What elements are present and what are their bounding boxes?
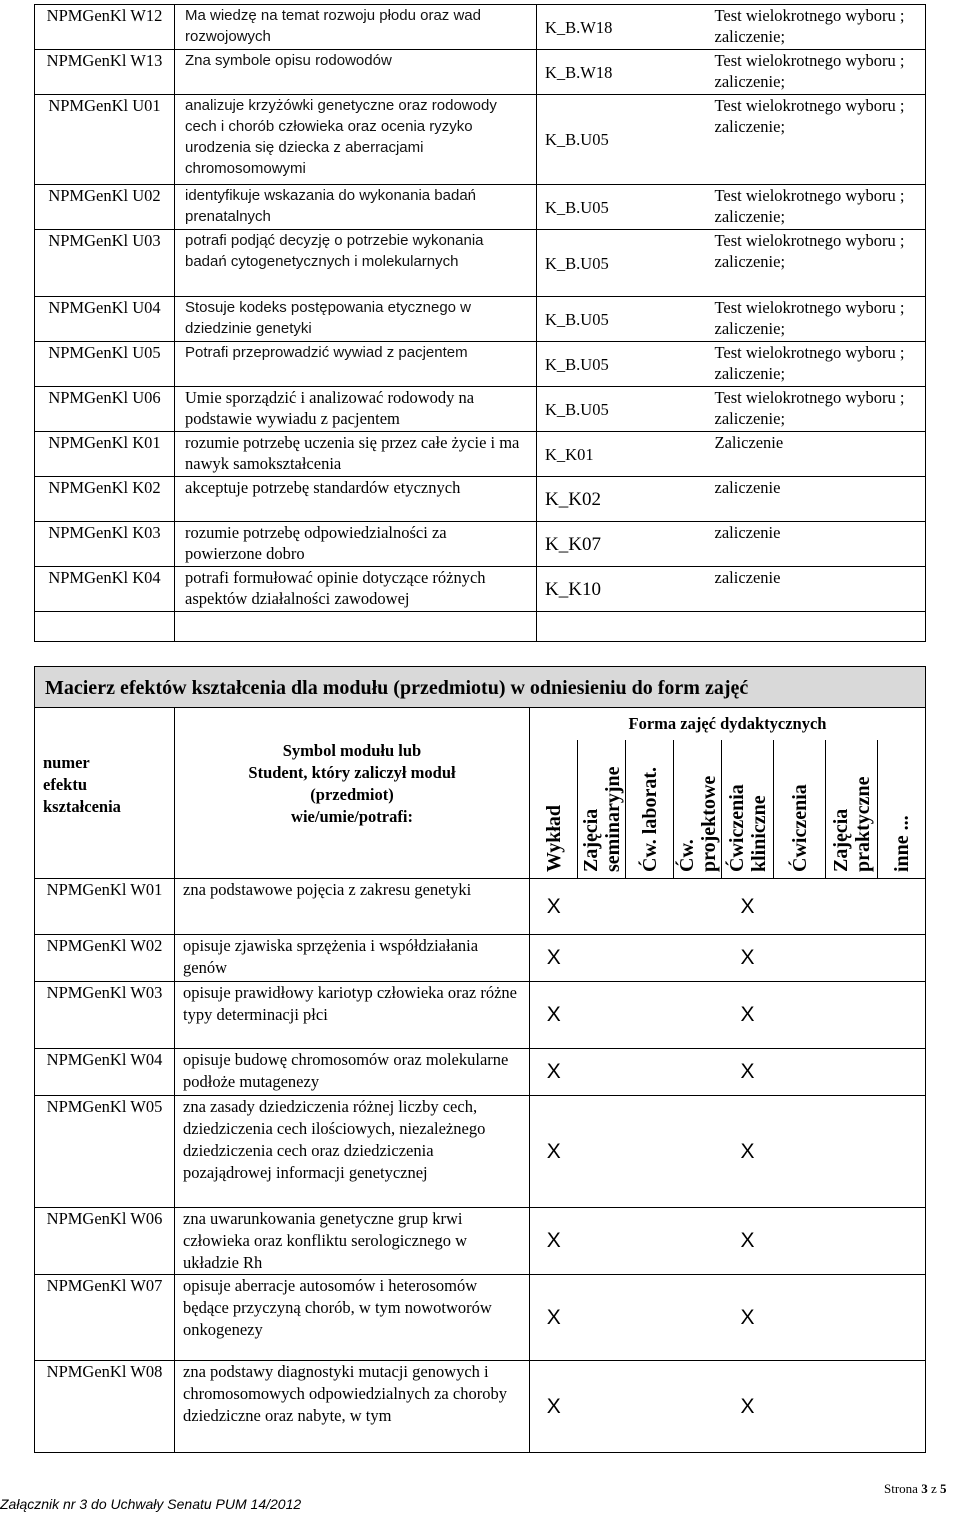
form-mark bbox=[878, 879, 926, 935]
form-mark bbox=[578, 879, 626, 935]
form-mark bbox=[774, 982, 826, 1049]
effect-code: NPMGenKl W13 bbox=[35, 50, 175, 95]
form-column-label bbox=[830, 776, 874, 872]
form-column-header bbox=[674, 740, 722, 879]
verification-method: zaliczenie bbox=[705, 522, 926, 567]
header-line: kształcenia bbox=[43, 797, 121, 816]
form-mark bbox=[826, 982, 878, 1049]
header-line: Student, który zaliczył moduł bbox=[248, 763, 456, 782]
form-mark: X bbox=[722, 1208, 774, 1275]
form-mark bbox=[626, 1096, 674, 1208]
empty-cell bbox=[35, 612, 175, 642]
form-mark bbox=[626, 1208, 674, 1275]
form-mark: X bbox=[722, 879, 774, 935]
matrix-row bbox=[35, 935, 926, 982]
form-column-label bbox=[726, 784, 770, 872]
effect-symbol: K_K07 bbox=[537, 522, 705, 567]
effect-description: rozumie potrzebę uczenia się przez całe życie i ma nawyk samokształcenia bbox=[175, 432, 537, 477]
form-mark bbox=[674, 1049, 722, 1096]
effect-code: NPMGenKl K01 bbox=[35, 432, 175, 477]
effect-symbol: K_B.W18 bbox=[537, 50, 705, 95]
empty-cell bbox=[537, 612, 705, 642]
effect-description: zna podstawy diagnostyki mutacji genowych i chromosomowych odpowiedzialnych za choroby dziedziczne oraz nabyte, w tym bbox=[175, 1361, 530, 1453]
header-module-symbol bbox=[175, 708, 530, 879]
form-mark: X bbox=[722, 935, 774, 982]
verification-method: Test wielokrotnego wyboru ; zaliczenie; bbox=[705, 230, 926, 297]
form-mark bbox=[826, 1049, 878, 1096]
form-column-line: Ćwiczenia bbox=[788, 784, 811, 872]
effect-row bbox=[35, 95, 926, 185]
effect-code: NPMGenKl K02 bbox=[35, 477, 175, 522]
form-column-line: Wykład bbox=[542, 804, 565, 872]
effects-table bbox=[34, 4, 926, 642]
form-mark bbox=[578, 1096, 626, 1208]
effect-description: rozumie potrzebę odpowiedzialności za powierzone dobro bbox=[175, 522, 537, 567]
matrix-row bbox=[35, 1049, 926, 1096]
verification-method: Test wielokrotnego wyboru ; zaliczenie; bbox=[705, 95, 926, 185]
form-mark: X bbox=[530, 879, 578, 935]
form-mark bbox=[878, 1096, 926, 1208]
form-mark bbox=[626, 1361, 674, 1453]
form-mark: X bbox=[530, 1275, 578, 1361]
form-mark bbox=[674, 982, 722, 1049]
verification-method: Test wielokrotnego wyboru ; zaliczenie; bbox=[705, 5, 926, 50]
form-mark bbox=[626, 1275, 674, 1361]
form-mark bbox=[578, 982, 626, 1049]
form-mark bbox=[878, 1208, 926, 1275]
effect-description: potrafi podjąć decyzję o potrzebie wykonania badań cytogenetycznych i molekularnych bbox=[175, 230, 537, 297]
matrix-row bbox=[35, 1208, 926, 1275]
form-mark bbox=[878, 1275, 926, 1361]
effect-code: NPMGenKl W03 bbox=[35, 982, 175, 1049]
form-column-header bbox=[774, 740, 826, 879]
form-column-label bbox=[676, 776, 720, 872]
form-mark: X bbox=[530, 1208, 578, 1275]
page-sep: z bbox=[930, 1481, 937, 1496]
form-mark: X bbox=[722, 1361, 774, 1453]
form-mark bbox=[878, 1049, 926, 1096]
form-column-label bbox=[543, 805, 565, 872]
form-column-label bbox=[789, 784, 811, 872]
effect-code: NPMGenKl W05 bbox=[35, 1096, 175, 1208]
form-mark bbox=[826, 1275, 878, 1361]
effect-code: NPMGenKl W08 bbox=[35, 1361, 175, 1453]
effect-symbol: K_B.U05 bbox=[537, 297, 705, 342]
effect-code: NPMGenKl U02 bbox=[35, 185, 175, 230]
effect-description: opisuje aberracje autosomów i heterosomów będące przyczyną chorób, w tym nowotworów onkogenezy bbox=[175, 1275, 530, 1361]
effect-symbol: K_K10 bbox=[537, 567, 705, 612]
header-line: efektu bbox=[43, 775, 87, 794]
form-column-line: Ćw. laborat. bbox=[638, 767, 661, 872]
effect-symbol: K_B.U05 bbox=[537, 230, 705, 297]
verification-method: Test wielokrotnego wyboru ; zaliczenie; bbox=[705, 297, 926, 342]
matrix-row bbox=[35, 982, 926, 1049]
form-column-header bbox=[626, 740, 674, 879]
form-mark bbox=[578, 1361, 626, 1453]
empty-cell bbox=[705, 612, 926, 642]
empty-cell bbox=[175, 612, 537, 642]
effect-row bbox=[35, 5, 926, 50]
effect-symbol: K_B.U05 bbox=[537, 387, 705, 432]
effect-symbol: K_K01 bbox=[537, 432, 705, 477]
header-line: wie/umie/potrafi: bbox=[291, 807, 413, 826]
effect-description: Umie sporządzić i analizować rodowody na podstawie wywiadu z pacjentem bbox=[175, 387, 537, 432]
effect-symbol: K_B.W18 bbox=[537, 5, 705, 50]
effect-description: Zna symbole opisu rodowodów bbox=[175, 50, 537, 95]
footer-note: Załącznik nr 3 do Uchwały Senatu PUM 14/2012 bbox=[0, 1496, 302, 1512]
form-mark: X bbox=[530, 1361, 578, 1453]
effect-code: NPMGenKl W12 bbox=[35, 5, 175, 50]
effect-description: identyfikuje wskazania do wykonania badań prenatalnych bbox=[175, 185, 537, 230]
form-mark bbox=[826, 1361, 878, 1453]
page-prefix: Strona bbox=[884, 1481, 918, 1496]
form-mark bbox=[826, 1208, 878, 1275]
effect-row bbox=[35, 50, 926, 95]
form-column-header bbox=[530, 740, 578, 879]
verification-method: Zaliczenie bbox=[705, 432, 926, 477]
matrix-row bbox=[35, 879, 926, 935]
form-mark bbox=[774, 1049, 826, 1096]
effect-description: Stosuje kodeks postępowania etycznego w dziedzinie genetyki bbox=[175, 297, 537, 342]
effect-description: potrafi formułować opinie dotyczące różnych aspektów działalności zawodowej bbox=[175, 567, 537, 612]
form-mark bbox=[626, 935, 674, 982]
form-column-line: Ćw. bbox=[675, 839, 698, 872]
form-mark bbox=[626, 1049, 674, 1096]
form-mark bbox=[674, 1208, 722, 1275]
form-column-line: projektowe bbox=[697, 775, 720, 872]
form-mark bbox=[878, 1361, 926, 1453]
effect-code: NPMGenKl W06 bbox=[35, 1208, 175, 1275]
effect-code: NPMGenKl K03 bbox=[35, 522, 175, 567]
form-mark: X bbox=[530, 935, 578, 982]
form-mark bbox=[774, 935, 826, 982]
form-mark bbox=[578, 1049, 626, 1096]
effect-code: NPMGenKl U01 bbox=[35, 95, 175, 185]
effect-description: opisuje prawidłowy kariotyp człowieka oraz różne typy determinacji płci bbox=[175, 982, 530, 1049]
effect-code: NPMGenKl U06 bbox=[35, 387, 175, 432]
form-mark: X bbox=[530, 1096, 578, 1208]
effect-code: NPMGenKl W04 bbox=[35, 1049, 175, 1096]
empty-row bbox=[35, 612, 926, 642]
effect-row bbox=[35, 387, 926, 432]
form-mark bbox=[674, 1275, 722, 1361]
effect-row bbox=[35, 477, 926, 522]
form-column-label bbox=[639, 767, 661, 872]
form-mark bbox=[626, 982, 674, 1049]
effect-row bbox=[35, 522, 926, 567]
page-number bbox=[884, 1481, 946, 1497]
effect-code: NPMGenKl W07 bbox=[35, 1275, 175, 1361]
form-mark bbox=[774, 879, 826, 935]
verification-method: zaliczenie bbox=[705, 477, 926, 522]
matrix-row bbox=[35, 1096, 926, 1208]
effect-code: NPMGenKl U05 bbox=[35, 342, 175, 387]
form-mark bbox=[674, 1096, 722, 1208]
form-column-line: Zajęcia bbox=[829, 808, 852, 872]
form-mark bbox=[774, 1208, 826, 1275]
form-mark bbox=[674, 935, 722, 982]
form-mark bbox=[578, 1208, 626, 1275]
effect-row bbox=[35, 342, 926, 387]
form-mark: X bbox=[722, 1275, 774, 1361]
verification-method: Test wielokrotnego wyboru ; zaliczenie; bbox=[705, 387, 926, 432]
form-mark: X bbox=[530, 982, 578, 1049]
effect-row bbox=[35, 567, 926, 612]
effect-code: NPMGenKl U04 bbox=[35, 297, 175, 342]
form-mark bbox=[774, 1275, 826, 1361]
header-forma: Forma zajęć dydaktycznych bbox=[530, 708, 926, 741]
form-column-line: inne ... bbox=[890, 815, 913, 872]
form-column-line: seminaryjne bbox=[601, 766, 624, 872]
form-column-header bbox=[878, 740, 926, 879]
matrix-row bbox=[35, 1361, 926, 1453]
form-column-line: Zajęcia bbox=[579, 808, 602, 872]
form-mark bbox=[578, 1275, 626, 1361]
form-mark bbox=[878, 935, 926, 982]
form-mark bbox=[826, 879, 878, 935]
effect-symbol: K_B.U05 bbox=[537, 95, 705, 185]
verification-method: Test wielokrotnego wyboru ; zaliczenie; bbox=[705, 50, 926, 95]
form-column-header bbox=[826, 740, 878, 879]
effect-description: analizuje krzyżówki genetyczne oraz rodowody cech i chorób człowieka oraz ocenia ryzyko urodzenia się dziecka z aberracjami chromosomowymi bbox=[175, 95, 537, 185]
effect-code: NPMGenKl W01 bbox=[35, 879, 175, 935]
verification-method: Test wielokrotnego wyboru ; zaliczenie; bbox=[705, 185, 926, 230]
form-column-header bbox=[722, 740, 774, 879]
verification-method: Test wielokrotnego wyboru ; zaliczenie; bbox=[705, 342, 926, 387]
form-column-line: Ćwiczenia bbox=[725, 784, 748, 872]
form-mark bbox=[774, 1361, 826, 1453]
matrix-title: Macierz efektów kształcenia dla modułu (przedmiotu) w odniesieniu do form zajęć bbox=[35, 667, 926, 708]
effect-symbol: K_K02 bbox=[537, 477, 705, 522]
form-mark bbox=[674, 1361, 722, 1453]
effect-description: Potrafi przeprowadzić wywiad z pacjentem bbox=[175, 342, 537, 387]
form-mark: X bbox=[722, 1049, 774, 1096]
effect-row bbox=[35, 432, 926, 477]
form-mark bbox=[674, 879, 722, 935]
form-mark bbox=[578, 935, 626, 982]
header-line: numer bbox=[43, 753, 90, 772]
form-mark bbox=[878, 982, 926, 1049]
page-total: 5 bbox=[939, 1481, 947, 1496]
form-column-line: kliniczne bbox=[747, 795, 770, 872]
effect-row bbox=[35, 185, 926, 230]
form-column-line: praktyczne bbox=[851, 776, 874, 872]
effects-matrix-table bbox=[34, 666, 926, 1453]
effect-description: zna podstawowe pojęcia z zakresu genetyki bbox=[175, 879, 530, 935]
form-column-header bbox=[578, 740, 626, 879]
header-line: (przedmiot) bbox=[310, 785, 394, 804]
effect-symbol: K_B.U05 bbox=[537, 185, 705, 230]
effect-description: zna uwarunkowania genetyczne grup krwi człowieka oraz konfliktu serologicznego w układzie Rh bbox=[175, 1208, 530, 1275]
form-mark: X bbox=[722, 982, 774, 1049]
effect-code: NPMGenKl W02 bbox=[35, 935, 175, 982]
form-column-label bbox=[891, 815, 913, 872]
effect-description: opisuje zjawiska sprzężenia i współdziałania genów bbox=[175, 935, 530, 982]
effect-symbol: K_B.U05 bbox=[537, 342, 705, 387]
form-column-label bbox=[580, 766, 624, 872]
form-mark: X bbox=[722, 1096, 774, 1208]
effect-code: NPMGenKl U03 bbox=[35, 230, 175, 297]
form-mark bbox=[774, 1096, 826, 1208]
form-mark bbox=[826, 935, 878, 982]
effect-description: opisuje budowę chromosomów oraz molekularne podłoże mutagenezy bbox=[175, 1049, 530, 1096]
form-mark bbox=[626, 879, 674, 935]
effect-description: zna zasady dziedziczenia różnej liczby cech, dziedziczenia cech ilościowych, niezależnego dziedziczenia cech oraz dziedziczenia pozajądrowej informacji genetycznej bbox=[175, 1096, 530, 1208]
form-mark: X bbox=[530, 1049, 578, 1096]
effect-row bbox=[35, 230, 926, 297]
matrix-row bbox=[35, 1275, 926, 1361]
effect-description: Ma wiedzę na temat rozwoju płodu oraz wad rozwojowych bbox=[175, 5, 537, 50]
page-current: 3 bbox=[921, 1481, 928, 1496]
effect-code: NPMGenKl K04 bbox=[35, 567, 175, 612]
header-line: Symbol modułu lub bbox=[282, 741, 422, 760]
verification-method: zaliczenie bbox=[705, 567, 926, 612]
effect-row bbox=[35, 297, 926, 342]
form-mark bbox=[826, 1096, 878, 1208]
effect-description: akceptuje potrzebę standardów etycznych bbox=[175, 477, 537, 522]
header-effect-number bbox=[35, 708, 175, 879]
